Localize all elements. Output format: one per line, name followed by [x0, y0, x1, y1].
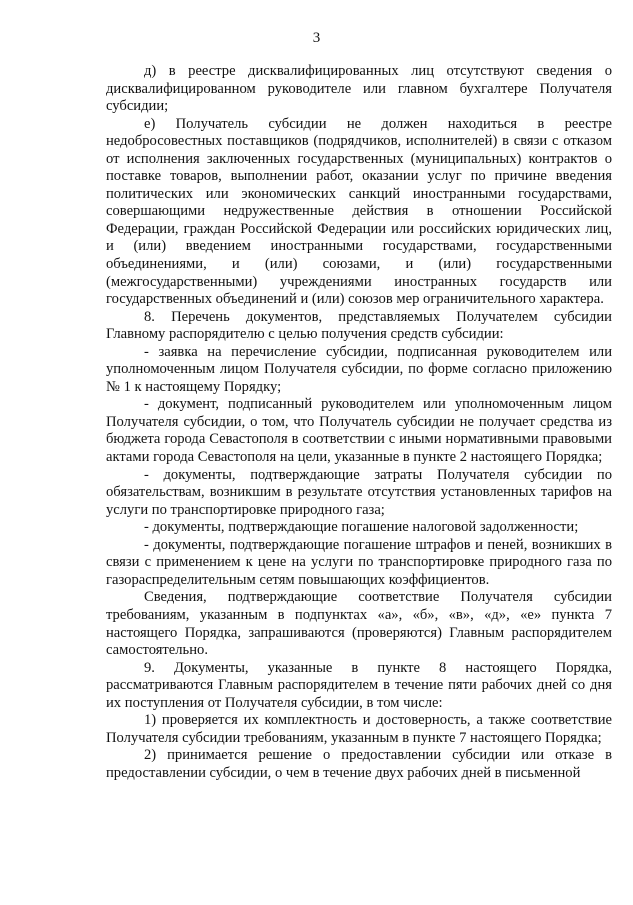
- document-body: [106, 63, 612, 782]
- list-item-penalties: - документы, подтверждающие погашение штрафов и пеней, возникших в связи с применением к цене на услуги по транспортировке природного газа по газораспределительным сетям повышающих коэффициентов.: [106, 536, 612, 588]
- paragraph-d: д) в реестре дисквалифицированных лиц отсутствуют сведения о дисквалифицированном руководителе или главном бухгалтере Получателя субсидии;: [106, 63, 612, 115]
- paragraph-8-intro: 8. Перечень документов, представляемых Получателем субсидии Главному распорядителю с целью получения средств субсидии:: [106, 308, 612, 343]
- paragraph-9-item-2: 2) принимается решение о предоставлении субсидии или отказе в предоставлении субсидии, о чем в течение двух рабочих дней в письменной: [106, 747, 612, 781]
- list-item-application: - заявка на перечисление субсидии, подписанная руководителем или уполномоченным лицом Получателя субсидии, по форме согласно приложению № 1 к настоящему Порядку;: [106, 343, 612, 395]
- paragraph-9-intro: 9. Документы, указанные в пункте 8 настоящего Порядка, рассматриваются Главным распорядителем в течение пяти рабочих дней со дня их поступления от Получателя субсидии, в том числе:: [106, 659, 612, 711]
- paragraph-information: Сведения, подтверждающие соответствие Получателя субсидии требованиям, указанным в подпунктах «а», «б», «в», «д», «е» пункта 7 настоящего Порядка, запрашиваются (проверяются) Главным распорядителем самостоятельно.: [106, 589, 612, 659]
- list-item-costs: - документы, подтверждающие затраты Получателя субсидии по обязательствам, возникшим в результате отсутствия установленных тарифов на услуги по транспортировке природного газа;: [106, 466, 612, 518]
- page-number: 3: [312, 30, 321, 46]
- paragraph-e: е) Получатель субсидии не должен находиться в реестре недобросовестных поставщиков (подрядчиков, исполнителей) в связи с отказом от исполнения заключенных государственных (муниципальных) контрактов о поставке товаров, выполнении работ, оказании услуг по причине введения политических или экономических санкций иностранными государствами, совершающими недружественные действия в отношении Российской Федерации, граждан Российской Федерации или российских юридических лиц, и (или) введением иностранными государствами, государственными объединениями, и (или) союзами, и (или) государственными (межгосударственными) учреждениями иностранных государств или государственных объединений и (или) союзов мер ограничительного характера.: [106, 115, 612, 308]
- paragraph-9-item-1: 1) проверяется их комплектность и достоверность, а также соответствие Получателя субсидии требованиям, указанным в пункте 7 настоящего Порядка;: [106, 712, 612, 746]
- list-item-tax-debt: - документы, подтверждающие погашение налоговой задолженности;: [144, 519, 579, 536]
- list-item-statement: - документ, подписанный руководителем или уполномоченным лицом Получателя субсидии, о том, что Получатель субсидии не получает средства из бюджета города Севастополя в соответствии с иными нормативными правовыми актами города Севастополя на цели, указанные в пункте 2 настоящего Порядка;: [106, 396, 612, 466]
